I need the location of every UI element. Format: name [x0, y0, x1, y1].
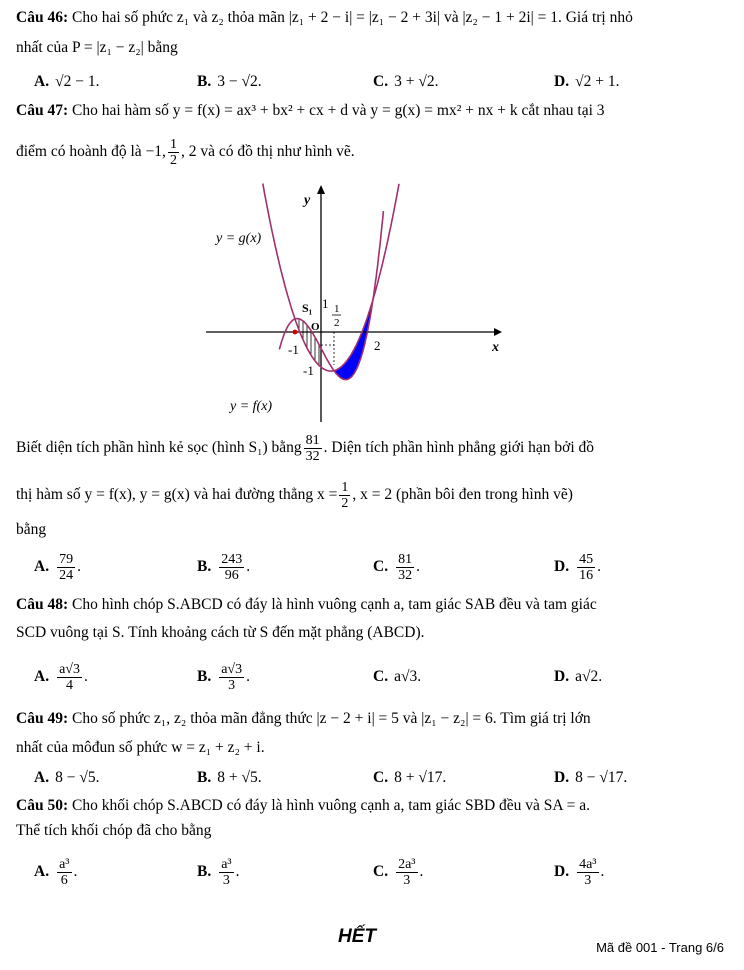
- q46-line1: [16, 8, 633, 28]
- q46-option-c[interactable]: C. 3 + √2.: [373, 73, 439, 90]
- tick-half-num: 1: [334, 303, 340, 315]
- q48-label: Câu 48:: [16, 596, 69, 613]
- q47-text1: Biết diện tích phần hình kẻ sọc (hình S₁) bằng $\frac{81}{32}$ . Diện tích phần hình phẳng giới hạn bởi đồ: [16, 432, 595, 464]
- y-axis-label: y: [304, 193, 311, 208]
- q48-option-c[interactable]: C. a√3.: [373, 668, 422, 685]
- q49-text2: nhất của môđun số phức w = z₁ + z₂ + i.: [16, 739, 265, 756]
- q48-option-b[interactable]: B. $\frac{a√3}{3}$ .: [197, 661, 250, 693]
- q46-option-d[interactable]: D. √2 + 1.: [554, 73, 620, 90]
- q49-option-b[interactable]: B. 8 + √5.: [197, 769, 262, 786]
- q47-option-b[interactable]: B. $\frac{243}{96}$ .: [197, 551, 251, 583]
- q48-text2: SCD vuông tại S. Tính khoảng cách từ S đến mặt phẳng (ABCD).: [16, 624, 425, 641]
- page-number: Mã đề 001 - Trang 6/6: [596, 940, 724, 955]
- q47-text3: bằng: [16, 521, 47, 538]
- tick-neg1-x: -1: [288, 342, 299, 357]
- q49-option-d[interactable]: D. 8 − √17.: [554, 769, 628, 786]
- q49-option-c[interactable]: C. 8 + √17.: [373, 769, 447, 786]
- f-label: y = f(x): [230, 399, 273, 414]
- q50-text1: Cho khối chóp S.ABCD có đáy là hình vuông cạnh a, tam giác SBD đều và SA = a.: [71, 797, 591, 814]
- q49-label: Câu 49:: [16, 710, 69, 727]
- q47-s1-fraction: $\frac{81}{32}$: [305, 432, 320, 464]
- q47-option-a[interactable]: A. $\frac{79}{24}$ .: [34, 551, 81, 583]
- q50-label: Câu 50:: [16, 797, 69, 814]
- q50-option-a[interactable]: A. $\frac{\text{a³}}{6}$ .: [34, 856, 78, 888]
- y-axis-arrow: [317, 185, 325, 194]
- q47-line2: điểm có hoành độ là −1, $\frac{1}{2}$ , 2 và có đồ thị như hình vẽ.: [16, 136, 355, 168]
- q46-option-b[interactable]: B. 3 − √2.: [197, 73, 262, 90]
- q47-text1: Cho hai hàm số y = f(x) = ax³ + bx² + cx + d và y = g(x) = mx² + nx + k cắt nhau tại 3: [71, 102, 605, 119]
- origin-label: O: [311, 321, 320, 333]
- q47-text2: thị hàm số y = f(x), y = g(x) và hai đường thẳng x = $\frac{1}{2}$ , x = 2 (phần bôi đen trong hình vẽ): [16, 479, 573, 511]
- q46-text1: Cho hai số phức z₁ và z₂ thỏa mãn |z₁ + 2 − i| = |z₁ − 2 + 3i| và |z₂ − 1 + 2i| = 1. Giá trị nhỏ: [71, 9, 633, 26]
- tick-half-den: 2: [334, 317, 340, 329]
- q50-option-c[interactable]: C. $\frac{\text{2a³}}{3}$ .: [373, 856, 424, 888]
- tick-1-y: 1: [322, 296, 329, 311]
- q46-text2: nhất của P = |z₁ − z₂| bằng: [16, 39, 178, 56]
- q46-label: Câu 46:: [16, 9, 69, 26]
- x-axis-arrow: [494, 328, 502, 336]
- q47-line1: [16, 101, 605, 121]
- q48-line1: [16, 595, 597, 615]
- intersection-point-neg1: [293, 330, 298, 335]
- g-label: y = g(x): [216, 231, 262, 246]
- s1-label: S₁: [302, 301, 313, 315]
- x-axis-label: x: [492, 340, 499, 355]
- q47-label: Câu 47:: [16, 102, 69, 119]
- q49-option-a[interactable]: A. 8 − √5.: [34, 769, 100, 786]
- q47-option-d[interactable]: D. $\frac{45}{16}$ .: [554, 551, 601, 583]
- q50-text2: Thể tích khối chóp đã cho bằng: [16, 822, 212, 839]
- q48-text1: Cho hình chóp S.ABCD có đáy là hình vuông cạnh a, tam giác SAB đều và tam giác: [71, 596, 597, 613]
- q50-option-d[interactable]: D. $\frac{\text{4a³}}{3}$ .: [554, 856, 605, 888]
- q48-option-a[interactable]: A. $\frac{a√3}{4}$ .: [34, 661, 88, 693]
- q50-option-b[interactable]: B. $\frac{\text{a³}}{3}$ .: [197, 856, 240, 888]
- tick-neg1-y: -1: [303, 363, 314, 378]
- q48-option-d[interactable]: D. a√2.: [554, 668, 603, 685]
- q47-graph: [198, 180, 518, 428]
- q49-line1: [16, 709, 591, 729]
- q47-x-fraction: $\frac{1}{2}$: [341, 479, 349, 511]
- q49-text1: Cho số phức z₁, z₂ thỏa mãn đẳng thức |z − 2 + i| = 5 và |z₁ − z₂| = 6. Tìm giá trị lớn: [71, 710, 591, 727]
- q47-line2-fraction: $\frac{1}{2}$: [169, 136, 177, 168]
- q46-option-a[interactable]: A. √2 − 1.: [34, 73, 100, 90]
- end-marker: HẾT: [338, 926, 376, 947]
- tick-2-x: 2: [374, 338, 381, 353]
- q50-line1: [16, 796, 590, 816]
- q47-option-c[interactable]: C. $\frac{81}{32}$ .: [373, 551, 420, 583]
